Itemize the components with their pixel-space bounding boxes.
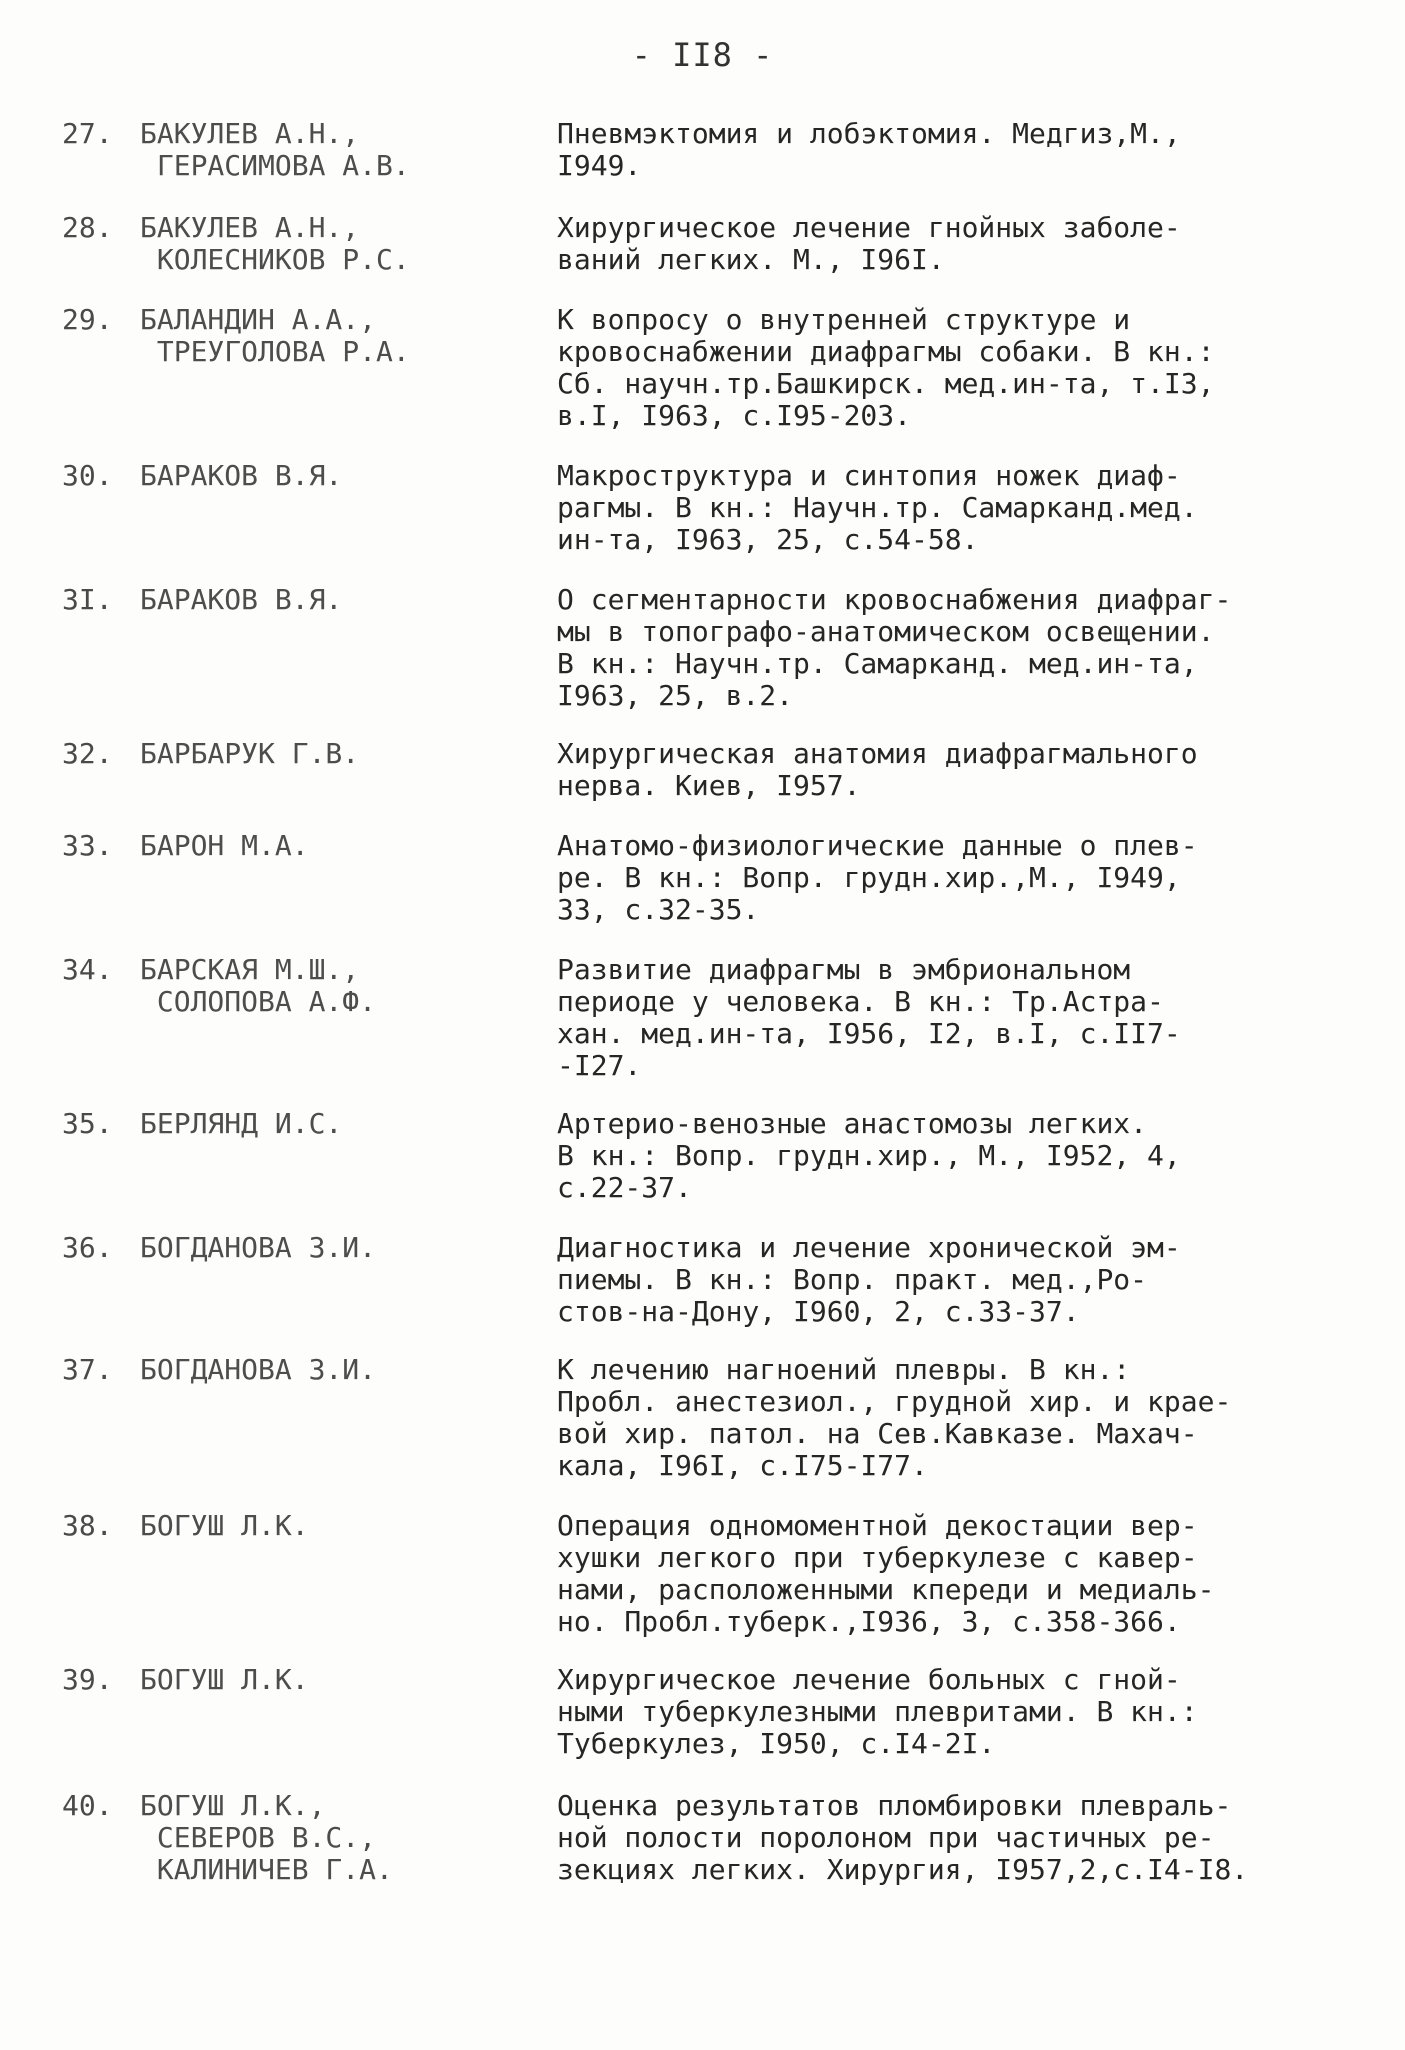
entry-number: 38. [62, 1509, 113, 1542]
page-number: - II8 - [631, 36, 774, 74]
entry-title: Хирургическое лечение гнойных заболе- ваний легких. М., I96I. [557, 211, 1181, 276]
entry-authors: БОГУШ Л.К., СЕВЕРОВ В.С., КАЛИНИЧЕВ Г.А. [140, 1789, 393, 1886]
entry-title: Артерио-венозные анастомозы легких. В кн.: Вопр. грудн.хир., М., I952, 4, с.22-37. [557, 1107, 1181, 1204]
entry-number: 40. [62, 1789, 113, 1822]
entry-number: 3I. [62, 583, 113, 616]
entry-title: О сегментарности кровоснабжения диафраг- мы в топографо-анатомическом освещении. В кн.: Научн.тр. Самарканд. мед.ин-та, I963, 25, в.2. [557, 583, 1232, 712]
entry-title: Хирургическое лечение больных с гной- ными туберкулезными плевритами. В кн.: Туберкулез, I950, с.I4-2I. [557, 1663, 1198, 1760]
entry-title: К лечению нагноений плевры. В кн.: Пробл. анестезиол., грудной хир. и крае- вой хир. патол. на Сев.Кавказе. Махач- кала, I96I, с.I75-I77. [557, 1353, 1232, 1482]
entry-authors: БАРАКОВ В.Я. [140, 459, 343, 492]
entry-authors: БАРСКАЯ М.Ш., СОЛОПОВА А.Ф. [140, 953, 377, 1018]
entry-authors: БАКУЛЕВ А.Н., ГЕРАСИМОВА А.В. [140, 117, 410, 182]
entry-title: Оценка результатов пломбировки плевраль- ной полости поролоном при частичных ре- зекциях легких. Хирургия, I957,2,с.I4-I8. [557, 1789, 1249, 1886]
entry-title: К вопросу о внутренней структуре и кровоснабжении диафрагмы собаки. В кн.: Сб. научн.тр.Башкирск. мед.ин-та, т.I3, в.I, I963, с.I95-203. [557, 303, 1215, 432]
entry-title: Диагностика и лечение хронической эм- пиемы. В кн.: Вопр. практ. мед.,Ро- стов-на-Дону, I960, 2, с.33-37. [557, 1231, 1181, 1328]
entry-authors: БОГДАНОВА З.И. [140, 1231, 377, 1264]
entry-number: 32. [62, 737, 113, 770]
entry-number: 30. [62, 459, 113, 492]
entry-number: 36. [62, 1231, 113, 1264]
entry-authors: БАЛАНДИН А.А., ТРЕУГОЛОВА Р.А. [140, 303, 410, 368]
entry-number: 35. [62, 1107, 113, 1140]
entry-number: 27. [62, 117, 113, 150]
entry-number: 33. [62, 829, 113, 862]
entry-number: 34. [62, 953, 113, 986]
entry-authors: БОГДАНОВА З.И. [140, 1353, 377, 1386]
entry-authors: БОГУШ Л.К. [140, 1509, 309, 1542]
entry-title: Операция одномоментной декостации вер- хушки легкого при туберкулезе с кавер- нами, расположенными кпереди и медиаль- но. Пробл.туберк.,I936, 3, с.358-366. [557, 1509, 1215, 1638]
entry-title: Пневмэктомия и лобэктомия. Медгиз,М., I949. [557, 117, 1181, 182]
entry-title: Хирургическая анатомия диафрагмального нерва. Киев, I957. [557, 737, 1198, 802]
entry-authors: БОГУШ Л.К. [140, 1663, 309, 1696]
entry-number: 37. [62, 1353, 113, 1386]
entry-authors: БЕРЛЯНД И.С. [140, 1107, 343, 1140]
entry-authors: БАРБАРУК Г.В. [140, 737, 360, 770]
entry-authors: БАКУЛЕВ А.Н., КОЛЕСНИКОВ Р.С. [140, 211, 410, 276]
entry-title: Развитие диафрагмы в эмбриональном периоде у человека. В кн.: Тр.Астра- хан. мед.ин-та, I956, I2, в.I, с.II7- -I27. [557, 953, 1181, 1082]
entry-title: Анатомо-физиологические данные о плев- ре. В кн.: Вопр. грудн.хир.,М., I949, 33, с.32-35. [557, 829, 1198, 926]
entry-number: 39. [62, 1663, 113, 1696]
entry-number: 28. [62, 211, 113, 244]
entry-title: Макроструктура и синтопия ножек диаф- рагмы. В кн.: Научн.тр. Самарканд.мед. ин-та, I963, 25, с.54-58. [557, 459, 1198, 556]
entry-number: 29. [62, 303, 113, 336]
entry-authors: БАРОН М.А. [140, 829, 309, 862]
entry-authors: БАРАКОВ В.Я. [140, 583, 343, 616]
